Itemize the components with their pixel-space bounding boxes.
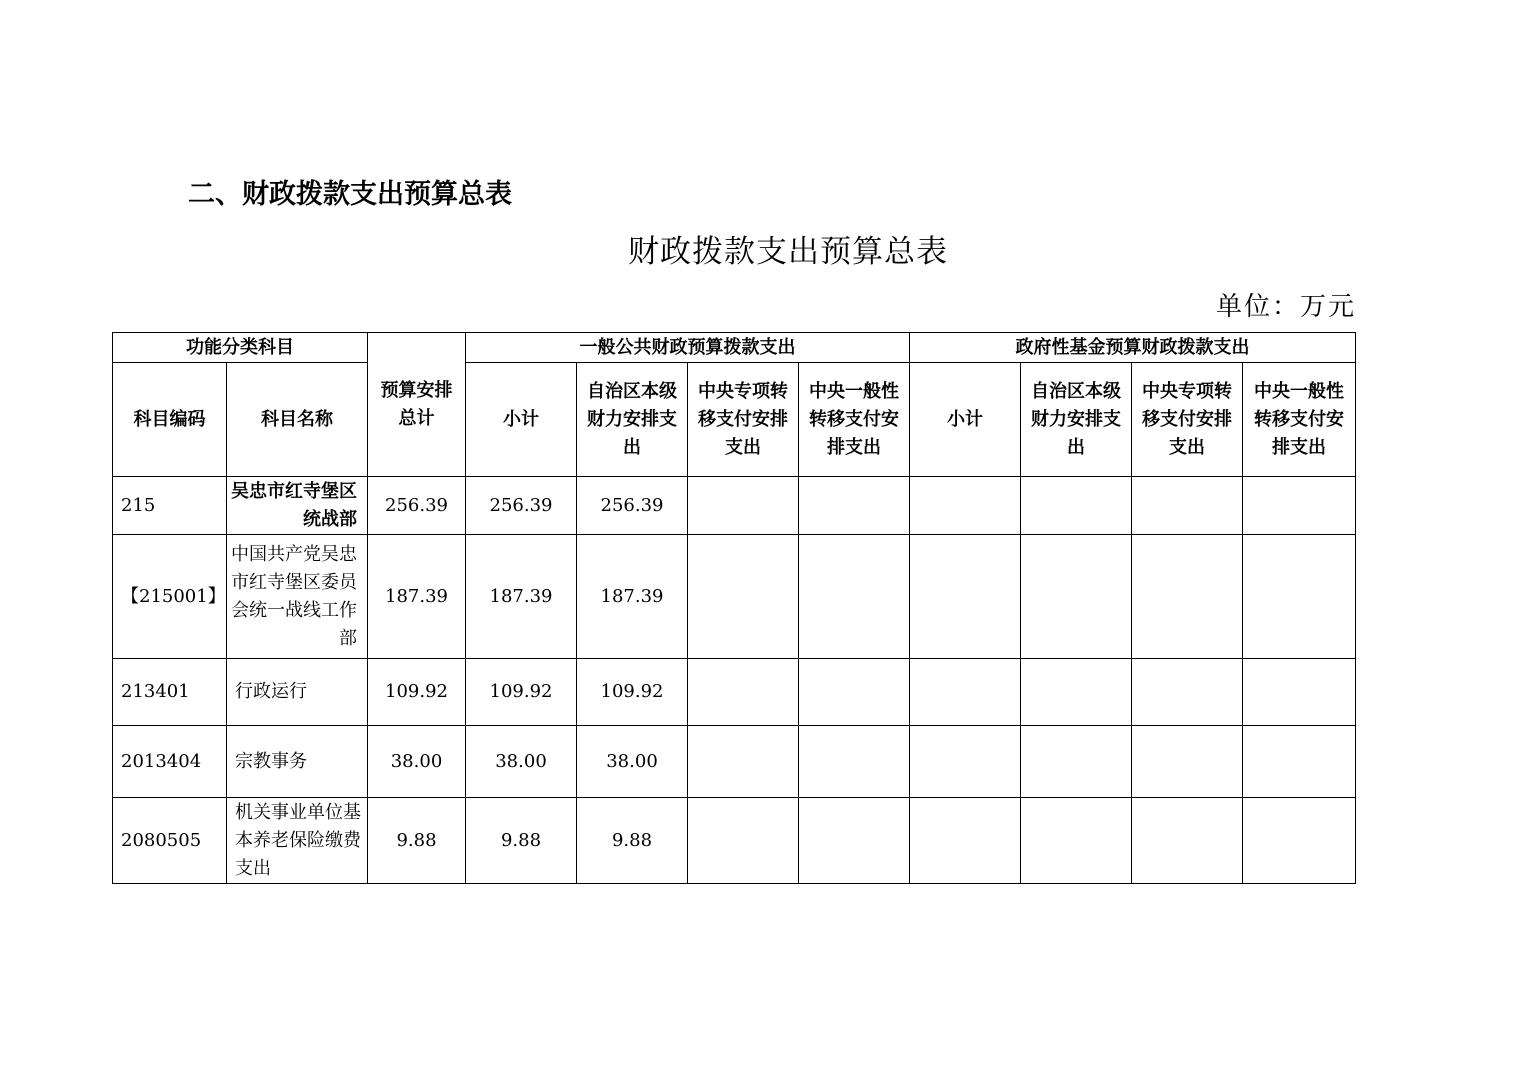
row-f-local <box>1021 477 1132 535</box>
row-g-special <box>688 726 799 798</box>
row-f-local <box>1021 726 1132 798</box>
row-g-transfer <box>799 798 910 884</box>
row-code: 213401 <box>113 659 227 726</box>
row-f-special <box>1132 535 1243 659</box>
row-g-special <box>688 535 799 659</box>
budget-table <box>112 332 1356 884</box>
row-total: 9.88 <box>368 798 466 884</box>
row-f-local <box>1021 798 1132 884</box>
header-f-special: 中央专项转移支付安排支出 <box>1132 363 1243 477</box>
row-name: 机关事业单位基本养老保险缴费支出 <box>227 798 368 884</box>
row-g-special <box>688 798 799 884</box>
row-f-transfer <box>1243 535 1356 659</box>
row-f-special <box>1132 726 1243 798</box>
row-f-subtotal <box>910 798 1021 884</box>
row-g-subtotal: 256.39 <box>466 477 577 535</box>
header-general-group: 一般公共财政预算拨款支出 <box>466 333 910 363</box>
header-f-local: 自治区本级财力安排支出 <box>1021 363 1132 477</box>
row-total: 38.00 <box>368 726 466 798</box>
row-f-local <box>1021 535 1132 659</box>
header-g-local: 自治区本级财力安排支出 <box>577 363 688 477</box>
header-g-special: 中央专项转移支付安排支出 <box>688 363 799 477</box>
row-f-special <box>1132 659 1243 726</box>
table-row <box>113 477 1356 535</box>
row-name: 宗教事务 <box>227 726 368 798</box>
unit-label: 单位：万元 <box>1215 292 1356 322</box>
row-code: 215 <box>113 477 227 535</box>
row-g-transfer <box>799 726 910 798</box>
table-row <box>113 535 1356 659</box>
row-total: 256.39 <box>368 477 466 535</box>
row-f-transfer <box>1243 477 1356 535</box>
table-row <box>113 659 1356 726</box>
row-g-local: 38.00 <box>577 726 688 798</box>
row-g-transfer <box>799 477 910 535</box>
row-f-subtotal <box>910 535 1021 659</box>
row-code: 2080505 <box>113 798 227 884</box>
row-g-local: 256.39 <box>577 477 688 535</box>
header-name: 科目名称 <box>227 363 368 477</box>
table-row <box>113 798 1356 884</box>
row-g-transfer <box>799 659 910 726</box>
row-g-special <box>688 659 799 726</box>
row-f-transfer <box>1243 659 1356 726</box>
page-title: 财政拨款支出预算总表 <box>628 234 948 270</box>
header-fund-group: 政府性基金预算财政拨款支出 <box>910 333 1356 363</box>
header-total: 预算安排总计 <box>368 333 466 477</box>
row-f-transfer <box>1243 726 1356 798</box>
header-func-class: 功能分类科目 <box>113 333 368 363</box>
header-g-transfer: 中央一般性转移支付安排支出 <box>799 363 910 477</box>
row-g-subtotal: 109.92 <box>466 659 577 726</box>
row-g-transfer <box>799 535 910 659</box>
row-f-subtotal <box>910 726 1021 798</box>
row-name: 中国共产党吴忠市红寺堡区委员会统一战线工作部 <box>227 535 368 659</box>
row-f-transfer <box>1243 798 1356 884</box>
row-f-subtotal <box>910 659 1021 726</box>
row-total: 187.39 <box>368 535 466 659</box>
row-code: 【215001】 <box>113 535 227 659</box>
row-g-subtotal: 9.88 <box>466 798 577 884</box>
header-code: 科目编码 <box>113 363 227 477</box>
row-total: 109.92 <box>368 659 466 726</box>
row-name: 行政运行 <box>227 659 368 726</box>
row-g-local: 187.39 <box>577 535 688 659</box>
row-f-special <box>1132 798 1243 884</box>
row-g-special <box>688 477 799 535</box>
row-f-local <box>1021 659 1132 726</box>
section-title: 二、财政拨款支出预算总表 <box>188 179 512 210</box>
row-g-local: 109.92 <box>577 659 688 726</box>
header-g-subtotal: 小计 <box>466 363 577 477</box>
row-name: 吴忠市红寺堡区统战部 <box>227 477 368 535</box>
header-f-subtotal: 小计 <box>910 363 1021 477</box>
row-g-subtotal: 187.39 <box>466 535 577 659</box>
row-code: 2013404 <box>113 726 227 798</box>
row-f-subtotal <box>910 477 1021 535</box>
row-f-special <box>1132 477 1243 535</box>
row-g-subtotal: 38.00 <box>466 726 577 798</box>
row-g-local: 9.88 <box>577 798 688 884</box>
table-row <box>113 726 1356 798</box>
header-f-transfer: 中央一般性转移支付安排支出 <box>1243 363 1356 477</box>
